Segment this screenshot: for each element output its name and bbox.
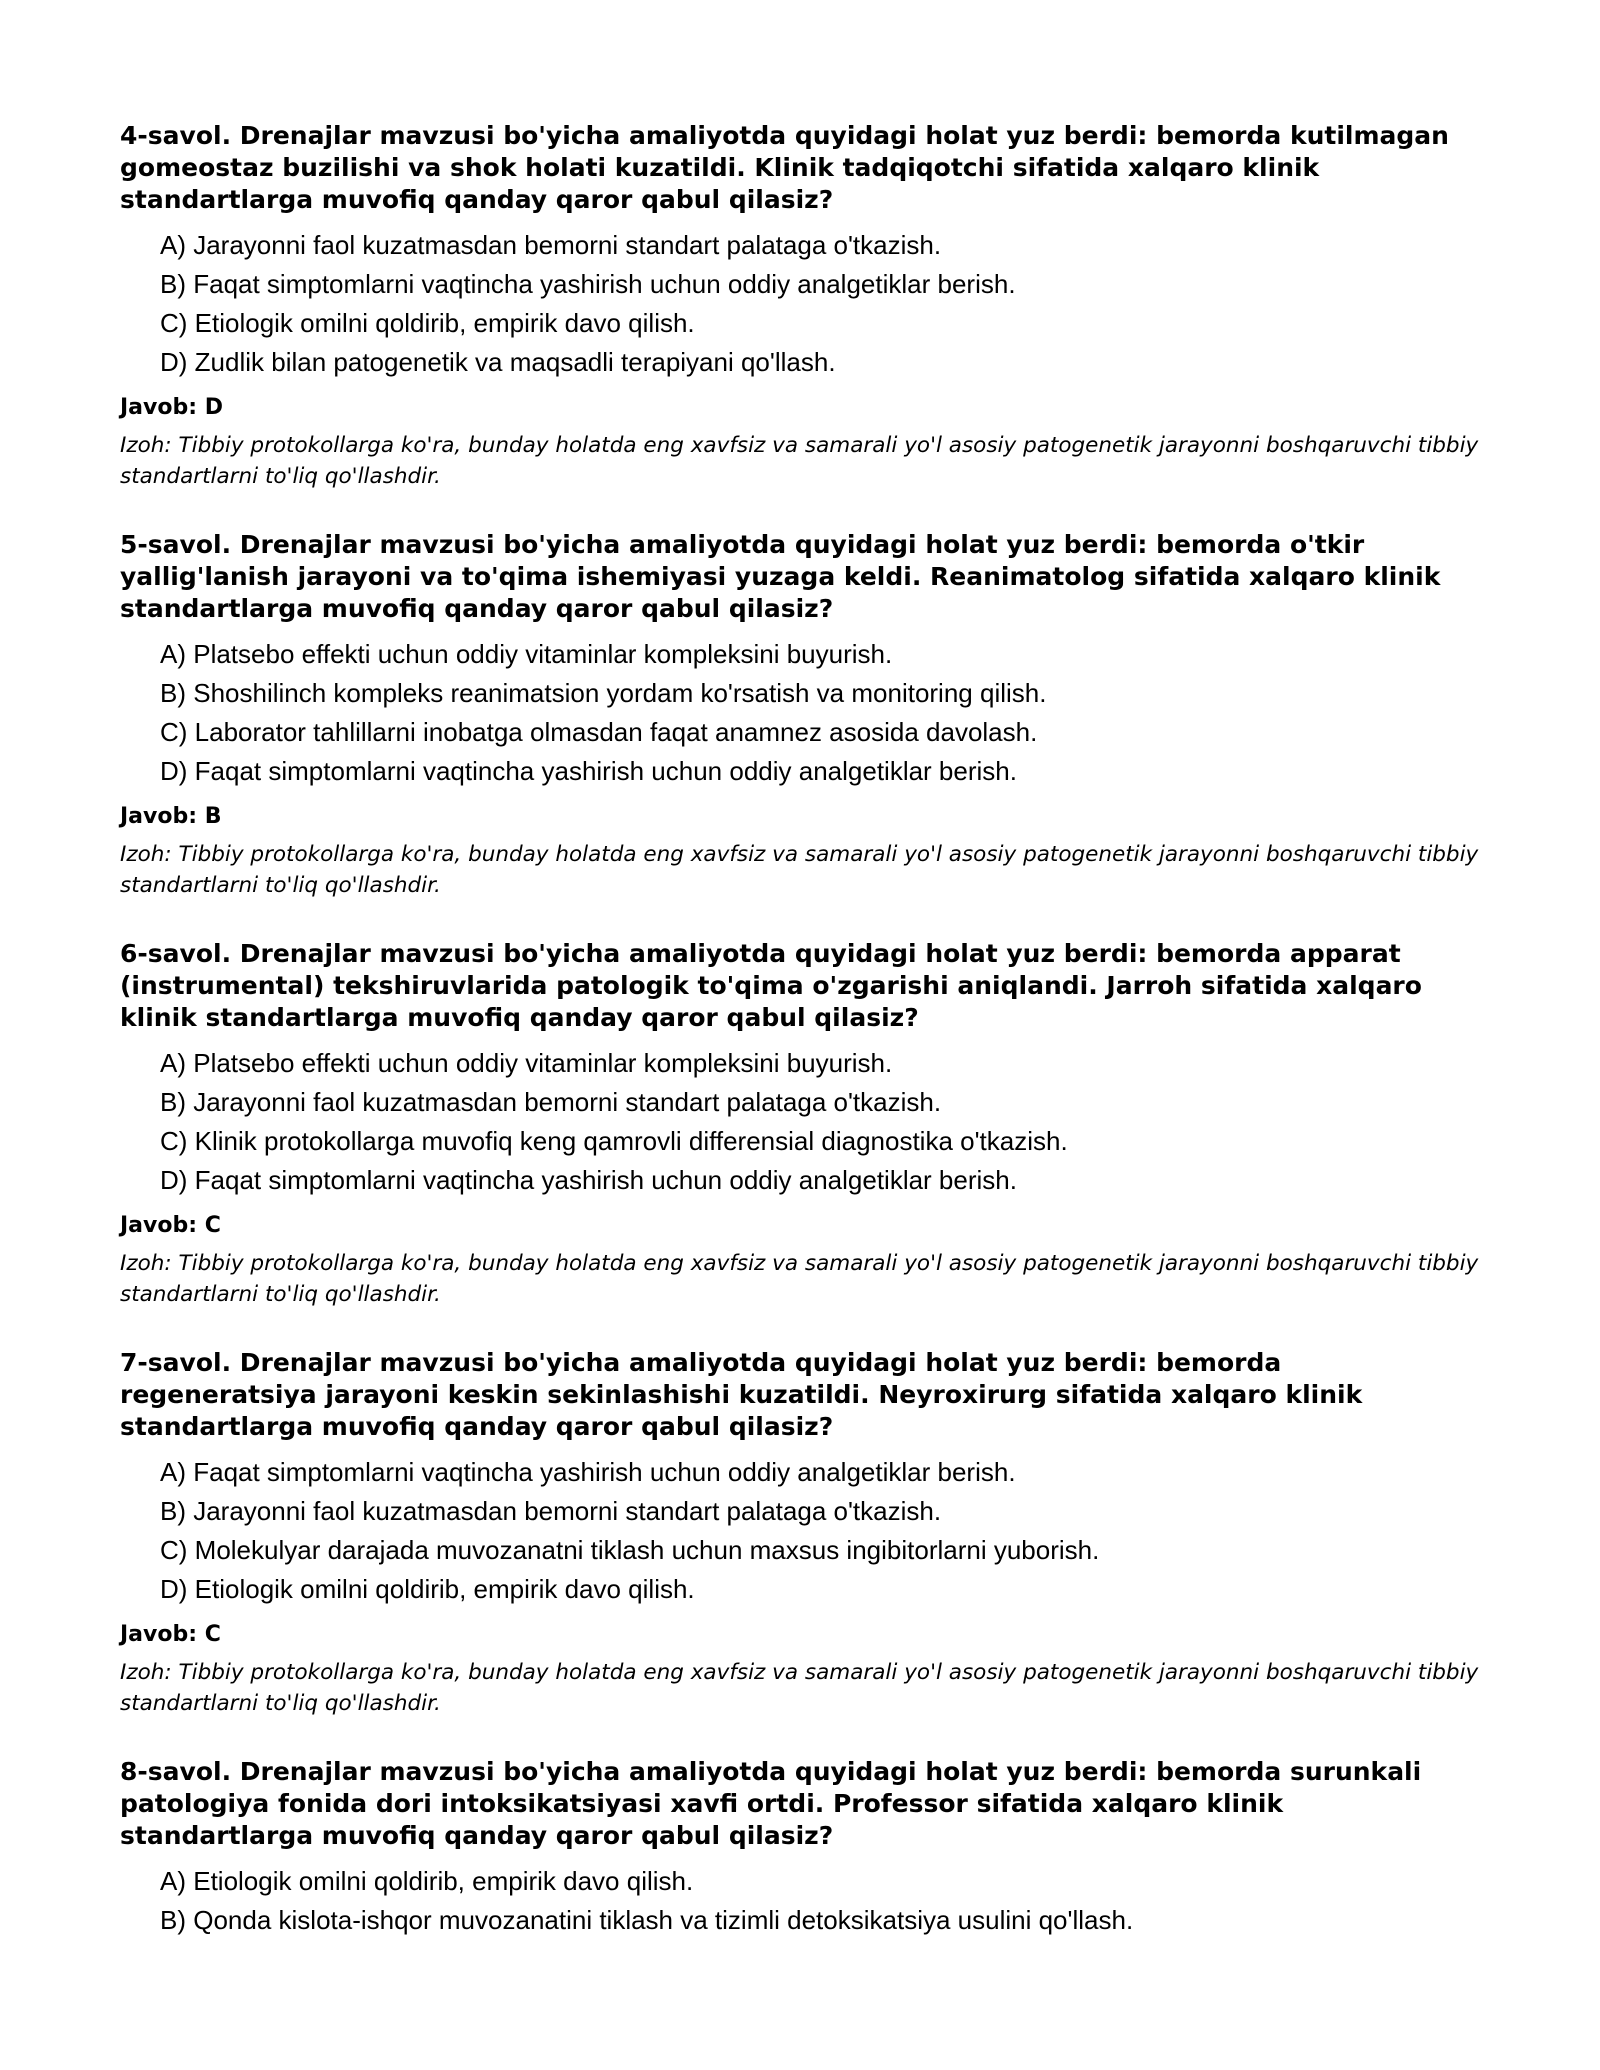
question-block-8 <box>120 1756 1480 1940</box>
question-title: 6-savol. Drenajlar mavzusi bo'yicha amaliyotda quyidagi holat yuz berdi: bemorda apparat (instrumental) tekshiruvlarida patologik to'qima o'zgarishi aniqlandi. Jarroh sifatida xalqaro klinik standartlarga muvofiq qanday qaror qabul qilasiz? <box>120 939 1422 1032</box>
option-b: B) Faqat simptomlarni vaqtincha yashirish uchun oddiy analgetiklar berish. <box>160 269 1016 299</box>
option-a: A) Etiologik omilni qoldirib, empirik davo qilish. <box>160 1866 694 1896</box>
option-b: B) Jarayonni faol kuzatmasdan bemorni standart palataga o'tkazish. <box>160 1496 942 1526</box>
explanation-text: Izoh: Tibbiy protokollarga ko'ra, bunday holatda eng xavfsiz va samarali yo'l asosiy patogenetik jarayonni boshqaruvchi tibbiy standartlarni to'liq qo'llashdir. <box>120 1251 1479 1307</box>
question-title: 8-savol. Drenajlar mavzusi bo'yicha amaliyotda quyidagi holat yuz berdi: bemorda surunkali patologiya fonida dori intoksikatsiyasi xavfi ortdi. Professor sifatida xalqaro klinik standartlarga muvofiq qanday qaror qabul qilasiz? <box>120 1757 1422 1850</box>
question-block-6 <box>120 938 1480 1310</box>
options-list <box>120 226 1480 382</box>
option-d: D) Zudlik bilan patogenetik va maqsadli terapiyani qo'llash. <box>160 347 836 377</box>
option-c: C) Laborator tahlillarni inobatga olmasdan faqat anamnez asosida davolash. <box>160 717 1038 747</box>
options-list <box>120 635 1480 791</box>
explanation-text: Izoh: Tibbiy protokollarga ko'ra, bunday holatda eng xavfsiz va samarali yo'l asosiy patogenetik jarayonni boshqaruvchi tibbiy standartlarni to'liq qo'llashdir. <box>120 842 1479 898</box>
options-list <box>120 1044 1480 1200</box>
explanation-text: Izoh: Tibbiy protokollarga ko'ra, bunday holatda eng xavfsiz va samarali yo'l asosiy patogenetik jarayonni boshqaruvchi tibbiy standartlarni to'liq qo'llashdir. <box>120 433 1479 489</box>
options-list <box>120 1453 1480 1609</box>
option-b: B) Jarayonni faol kuzatmasdan bemorni standart palataga o'tkazish. <box>160 1087 942 1117</box>
question-title: 4-savol. Drenajlar mavzusi bo'yicha amaliyotda quyidagi holat yuz berdi: bemorda kutilmagan gomeostaz buzilishi va shok holati kuzatildi. Klinik tadqiqotchi sifatida xalqaro klinik standartlarga muvofiq qanday qaror qabul qilasiz? <box>120 121 1449 214</box>
option-d: D) Faqat simptomlarni vaqtincha yashirish uchun oddiy analgetiklar berish. <box>160 756 1017 786</box>
question-block-7 <box>120 1347 1480 1719</box>
options-list <box>120 1862 1480 1940</box>
option-c: C) Etiologik omilni qoldirib, empirik davo qilish. <box>160 308 695 338</box>
option-b: B) Qonda kislota-ishqor muvozanatini tiklash va tizimli detoksikatsiya usulini qo'llash. <box>160 1905 1134 1935</box>
option-c: C) Klinik protokollarga muvofiq keng qamrovli differensial diagnostika o'tkazish. <box>160 1126 1068 1156</box>
option-d: D) Etiologik omilni qoldirib, empirik davo qilish. <box>160 1574 695 1604</box>
question-block-4 <box>120 120 1480 492</box>
option-a: A) Jarayonni faol kuzatmasdan bemorni standart palataga o'tkazish. <box>160 230 942 260</box>
answer-label: Javob: D <box>120 395 223 420</box>
option-b: B) Shoshilinch kompleks reanimatsion yordam ko'rsatish va monitoring qilish. <box>160 678 1047 708</box>
answer-label: Javob: C <box>120 1213 221 1238</box>
option-c: C) Molekulyar darajada muvozanatni tiklash uchun maxsus ingibitorlarni yuborish. <box>160 1535 1100 1565</box>
answer-label: Javob: C <box>120 1622 221 1647</box>
question-title: 5-savol. Drenajlar mavzusi bo'yicha amaliyotda quyidagi holat yuz berdi: bemorda o'tkir yallig'lanish jarayoni va to'qima ishemiyasi yuzaga keldi. Reanimatolog sifatida xalqaro klinik standartlarga muvofiq qanday qaror qabul qilasiz? <box>120 530 1441 623</box>
answer-label: Javob: B <box>120 804 222 829</box>
question-block-5 <box>120 529 1480 901</box>
explanation-text: Izoh: Tibbiy protokollarga ko'ra, bunday holatda eng xavfsiz va samarali yo'l asosiy patogenetik jarayonni boshqaruvchi tibbiy standartlarni to'liq qo'llashdir. <box>120 1660 1479 1716</box>
option-d: D) Faqat simptomlarni vaqtincha yashirish uchun oddiy analgetiklar berish. <box>160 1165 1017 1195</box>
option-a: A) Platsebo effekti uchun oddiy vitaminlar kompleksini buyurish. <box>160 1048 893 1078</box>
question-title: 7-savol. Drenajlar mavzusi bo'yicha amaliyotda quyidagi holat yuz berdi: bemorda regeneratsiya jarayoni keskin sekinlashishi kuzatildi. Neyroxirurg sifatida xalqaro klinik standartlarga muvofiq qanday qaror qabul qilasiz? <box>120 1348 1363 1441</box>
option-a: A) Platsebo effekti uchun oddiy vitaminlar kompleksini buyurish. <box>160 639 893 669</box>
option-a: A) Faqat simptomlarni vaqtincha yashirish uchun oddiy analgetiklar berish. <box>160 1457 1016 1487</box>
